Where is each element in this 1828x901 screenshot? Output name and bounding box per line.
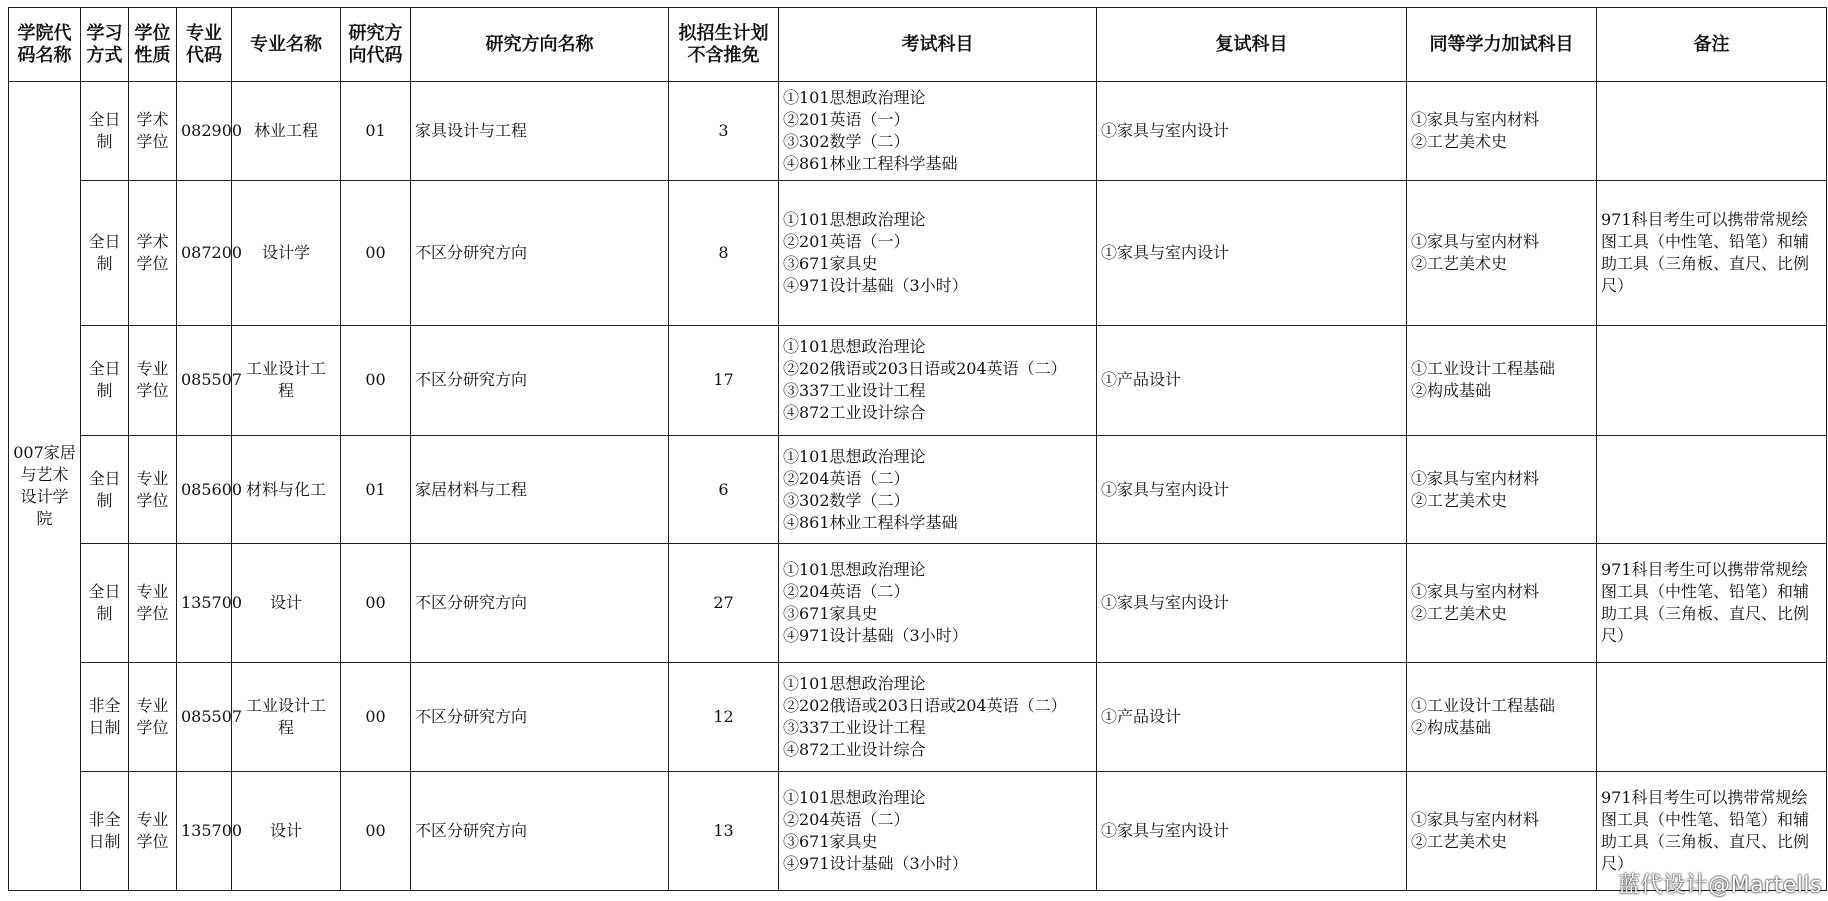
header-retest-subjects: 复试科目 [1097,8,1407,82]
header-direction-name: 研究方向名称 [411,8,669,82]
degree-type-cell: 学术 学位 [129,82,177,181]
direction-name-cell: 不区分研究方向 [411,325,669,435]
extra-subjects-cell: ①家具与室内材料 ②工艺美术史 [1407,772,1597,891]
major-name-cell: 材料与化工 [232,435,341,544]
table-row [9,772,1827,891]
extra-subjects-cell: ①家具与室内材料 ②工艺美术史 [1407,544,1597,663]
plan-cell: 3 [669,82,779,181]
header-major-code: 专业 代码 [177,8,232,82]
admissions-table [8,7,1827,891]
exam-subjects-cell: ①101思想政治理论 ②204英语（二） ③671家具史 ④971设计基础（3小时） [779,544,1097,663]
study-mode-cell: 非全 日制 [81,663,129,772]
retest-subjects-cell: ①家具与室内设计 [1097,435,1407,544]
plan-cell: 12 [669,663,779,772]
extra-subjects-cell: ①家具与室内材料 ②工艺美术史 [1407,435,1597,544]
study-mode-cell: 全日 制 [81,544,129,663]
table-header [9,8,1827,82]
college-cell: 007家居 与艺术 设计学 院 [9,82,81,891]
extra-subjects-cell: ①家具与室内材料 ②工艺美术史 [1407,180,1597,325]
header-exam-subjects: 考试科目 [779,8,1097,82]
degree-type-cell: 专业 学位 [129,772,177,891]
header-college: 学院代 码名称 [9,8,81,82]
notes-cell: 971科目考生可以携带常规绘图工具（中性笔、铅笔）和辅助工具（三角板、直尺、比例尺） [1597,772,1827,891]
exam-subjects-cell: ①101思想政治理论 ②202俄语或203日语或204英语（二） ③337工业设计工程 ④872工业设计综合 [779,663,1097,772]
header-notes: 备注 [1597,8,1827,82]
extra-subjects-cell: ①家具与室内材料 ②工艺美术史 [1407,82,1597,181]
degree-type-cell: 专业 学位 [129,663,177,772]
table-row [9,435,1827,544]
major-name-cell: 设计 [232,772,341,891]
degree-type-cell: 专业 学位 [129,325,177,435]
direction-name-cell: 家具设计与工程 [411,82,669,181]
extra-subjects-cell: ①工业设计工程基础 ②构成基础 [1407,325,1597,435]
major-code-cell: 085507 [177,663,232,772]
direction-code-cell: 00 [341,544,411,663]
header-plan: 拟招生计划 不含推免 [669,8,779,82]
header-major-name: 专业名称 [232,8,341,82]
retest-subjects-cell: ①家具与室内设计 [1097,82,1407,181]
degree-type-cell: 专业 学位 [129,544,177,663]
major-name-cell: 工业设计工 程 [232,325,341,435]
retest-subjects-cell: ①家具与室内设计 [1097,772,1407,891]
watermark: 蓝代设计@Martells [1618,873,1822,898]
header-study-mode: 学习 方式 [81,8,129,82]
direction-code-cell: 01 [341,82,411,181]
direction-name-cell: 不区分研究方向 [411,544,669,663]
major-code-cell: 082900 [177,82,232,181]
direction-code-cell: 01 [341,435,411,544]
notes-cell: 971科目考生可以携带常规绘图工具（中性笔、铅笔）和辅助工具（三角板、直尺、比例尺） [1597,544,1827,663]
plan-cell: 13 [669,772,779,891]
table-row [9,180,1827,325]
exam-subjects-cell: ①101思想政治理论 ②204英语（二） ③671家具史 ④971设计基础（3小时） [779,772,1097,891]
notes-cell: 971科目考生可以携带常规绘图工具（中性笔、铅笔）和辅助工具（三角板、直尺、比例尺） [1597,180,1827,325]
table-row [9,663,1827,772]
major-code-cell: 085507 [177,325,232,435]
major-code-cell: 135700 [177,544,232,663]
header-direction-code: 研究方 向代码 [341,8,411,82]
notes-cell [1597,325,1827,435]
degree-type-cell: 学术 学位 [129,180,177,325]
table-row [9,544,1827,663]
retest-subjects-cell: ①家具与室内设计 [1097,544,1407,663]
major-code-cell: 135700 [177,772,232,891]
table-row [9,325,1827,435]
study-mode-cell: 非全 日制 [81,772,129,891]
major-code-cell: 087200 [177,180,232,325]
study-mode-cell: 全日 制 [81,180,129,325]
direction-name-cell: 不区分研究方向 [411,180,669,325]
major-name-cell: 设计 [232,544,341,663]
direction-code-cell: 00 [341,663,411,772]
major-name-cell: 工业设计工 程 [232,663,341,772]
notes-cell [1597,82,1827,181]
major-name-cell: 设计学 [232,180,341,325]
exam-subjects-cell: ①101思想政治理论 ②204英语（二） ③302数学（二） ④861林业工程科学基础 [779,435,1097,544]
degree-type-cell: 专业 学位 [129,435,177,544]
notes-cell [1597,663,1827,772]
notes-cell [1597,435,1827,544]
plan-cell: 27 [669,544,779,663]
direction-code-cell: 00 [341,772,411,891]
retest-subjects-cell: ①产品设计 [1097,663,1407,772]
major-name-cell: 林业工程 [232,82,341,181]
plan-cell: 8 [669,180,779,325]
direction-name-cell: 不区分研究方向 [411,772,669,891]
header-degree-type: 学位 性质 [129,8,177,82]
study-mode-cell: 全日 制 [81,82,129,181]
direction-name-cell: 不区分研究方向 [411,663,669,772]
table-row [9,82,1827,181]
exam-subjects-cell: ①101思想政治理论 ②201英语（一） ③671家具史 ④971设计基础（3小时） [779,180,1097,325]
study-mode-cell: 全日 制 [81,325,129,435]
study-mode-cell: 全日 制 [81,435,129,544]
retest-subjects-cell: ①家具与室内设计 [1097,180,1407,325]
direction-code-cell: 00 [341,325,411,435]
major-code-cell: 085600 [177,435,232,544]
exam-subjects-cell: ①101思想政治理论 ②201英语（一） ③302数学（二） ④861林业工程科学基础 [779,82,1097,181]
direction-name-cell: 家居材料与工程 [411,435,669,544]
header-extra-subjects: 同等学力加试科目 [1407,8,1597,82]
plan-cell: 17 [669,325,779,435]
plan-cell: 6 [669,435,779,544]
extra-subjects-cell: ①工业设计工程基础 ②构成基础 [1407,663,1597,772]
direction-code-cell: 00 [341,180,411,325]
retest-subjects-cell: ①产品设计 [1097,325,1407,435]
exam-subjects-cell: ①101思想政治理论 ②202俄语或203日语或204英语（二） ③337工业设计工程 ④872工业设计综合 [779,325,1097,435]
